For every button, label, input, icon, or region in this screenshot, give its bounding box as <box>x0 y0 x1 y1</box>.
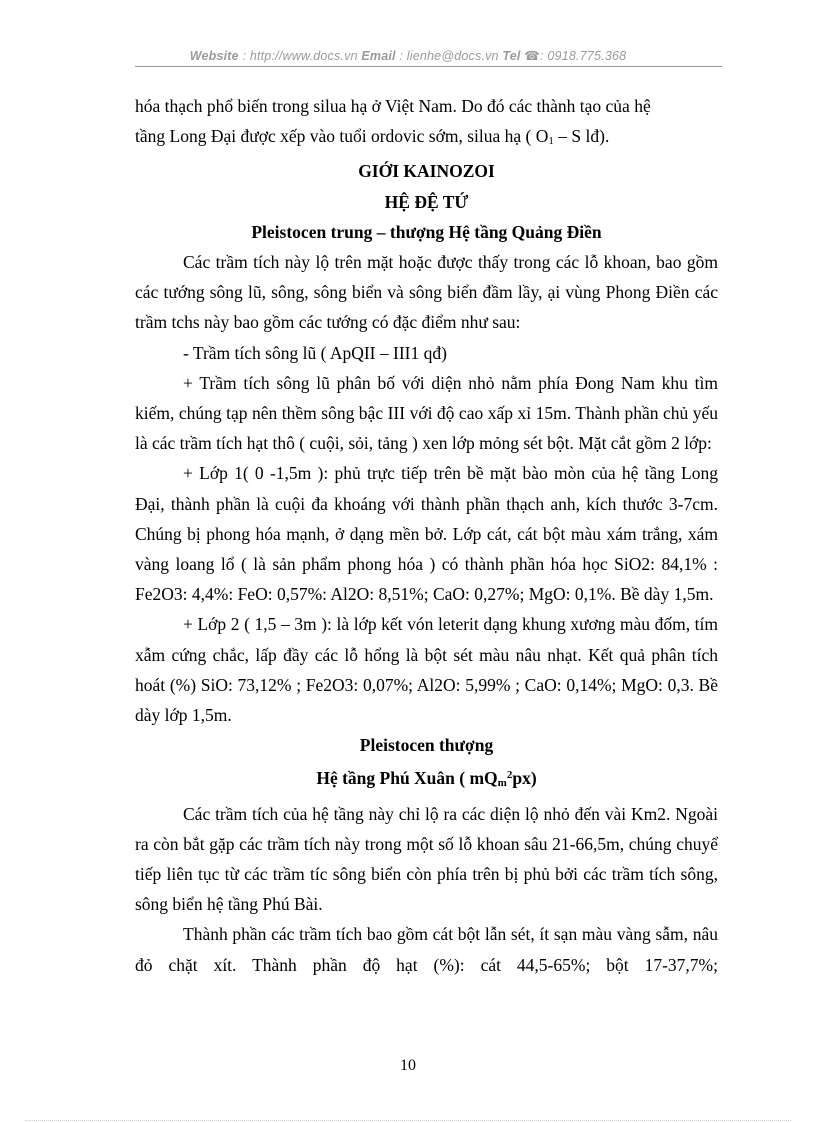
tel-value: : 0918.775.368 <box>540 49 627 63</box>
formation-subscript: m <box>497 777 507 790</box>
paragraph-1-line-2a: tầng Long Đại được xếp vào tuổi ordovic sớm, silua hạ ( O <box>135 126 549 147</box>
page-number: 10 <box>400 1057 416 1074</box>
formation-superscript: 2 <box>506 769 513 782</box>
page-header <box>0 48 816 63</box>
paragraph-7: Các trầm tích của hệ tầng này chỉ lộ ra các diện lộ nhỏ đến vài Km2. Ngoài ra còn bắt gặp các trầm tích này trong một số lỗ khoan sâu 21-66,5m, chúng chuyể tiếp liên tục từ các trầm tíc sông biển còn phía trên bị phủ bởi các trầm tích sông, sông biển hệ tầng Phú Bài. <box>135 803 718 915</box>
heading-system: HỆ ĐỆ TỨ <box>384 191 469 212</box>
heading-formation-a: Hệ tầng Phú Xuân ( mQ <box>316 768 498 789</box>
email-value: : lienhe@docs.vn <box>399 49 499 63</box>
paragraph-5: + Lớp 1( 0 -1,5m ): phủ trực tiếp trên bề mặt bào mòn của hệ tầng Long Đại, thành phần là cuội đa khoáng với thành phần thạch anh, kích thước 3-7cm. Chúng bị phong hóa mạnh, ở dạng mền bở. Lớp cát, cát bột màu xám trắng, xám vàng loang lổ ( là sản phẩm phong hóa ) có thành phần hóa học SiO2: 84,1% : Fe2O3: 4,4%: FeO: 0,57%: Al2O: 8,51%; CaO: 0,27%; MgO: 0,1%. Bề dày 1,5m. <box>135 463 718 605</box>
paragraph-1-line-2b: – S lđ). <box>553 126 610 147</box>
paragraph-3: - Trầm tích sông lũ ( ApQII – III1 qđ) <box>183 342 447 363</box>
heading-formation-b: px) <box>512 768 537 789</box>
paragraph-1 <box>135 91 718 156</box>
paragraph-4: + Trầm tích sông lũ phân bố với diện nhỏ nằm phía Đong Nam khu tìm kiếm, chúng tạp nên thềm sông bậc III với độ cao xấp xỉ 15m. Thành phần chủ yếu là các trầm tích hạt thô ( cuội, sỏi, tảng ) xen lớp mỏng sét bột. Mặt cắt gồm 2 lớp: <box>135 372 718 454</box>
website-label: Website <box>189 49 239 63</box>
page-bottom-dotted-line <box>25 1120 791 1121</box>
paragraph-8: Thành phần các trầm tích bao gồm cát bột lẫn sét, ít sạn màu vàng sẫm, nâu đỏ chặt xít. Thành phần độ hạt (%): cát 44,5-65%; bột 17-37,7%; <box>135 924 718 975</box>
phone-icon: ☎ <box>524 49 541 63</box>
paragraph-6: + Lớp 2 ( 1,5 – 3m ): là lớp kết vón leterit dạng khung xương màu đốm, tím xẫm cứng chắc, lấp đầy các lỗ hổng là bột sét màu nâu nhạt. Kết quả phân tích hoát (%) SiO: 73,12% ; Fe2O3: 0,07%; Al2O: 5,99% ; CaO: 0,14%; MgO: 0,3. Bề dày lớp 1,5m. <box>135 614 718 726</box>
heading-formation <box>135 760 718 798</box>
document-body <box>135 91 718 1010</box>
tel-label: Tel <box>502 49 521 63</box>
email-label: Email <box>361 49 396 63</box>
subscript-1: 1 <box>548 135 554 148</box>
paragraph-1-line-1: hóa thạch phổ biến trong silua hạ ở Việt Nam. Do đó các thành tạo của hệ <box>135 96 651 116</box>
paragraph-2: Các trầm tích này lộ trên mặt hoặc được thấy trong các lỗ khoan, bao gồm các tướng sông lũ, sông, sông biển và sông biển đầm lầy, ại vùng Phong Điền các trầm tchs này bao gồm các tướng có đặc điểm như sau: <box>135 252 718 333</box>
heading-series-1: Pleistocen trung – thượng Hệ tầng Quảng Điền <box>251 221 602 242</box>
website-url: : http://www.docs.vn <box>242 49 358 63</box>
heading-era: GIỚI KAINOZOI <box>358 161 495 182</box>
header-divider <box>135 66 722 67</box>
heading-series-2: Pleistocen thượng <box>359 735 494 756</box>
